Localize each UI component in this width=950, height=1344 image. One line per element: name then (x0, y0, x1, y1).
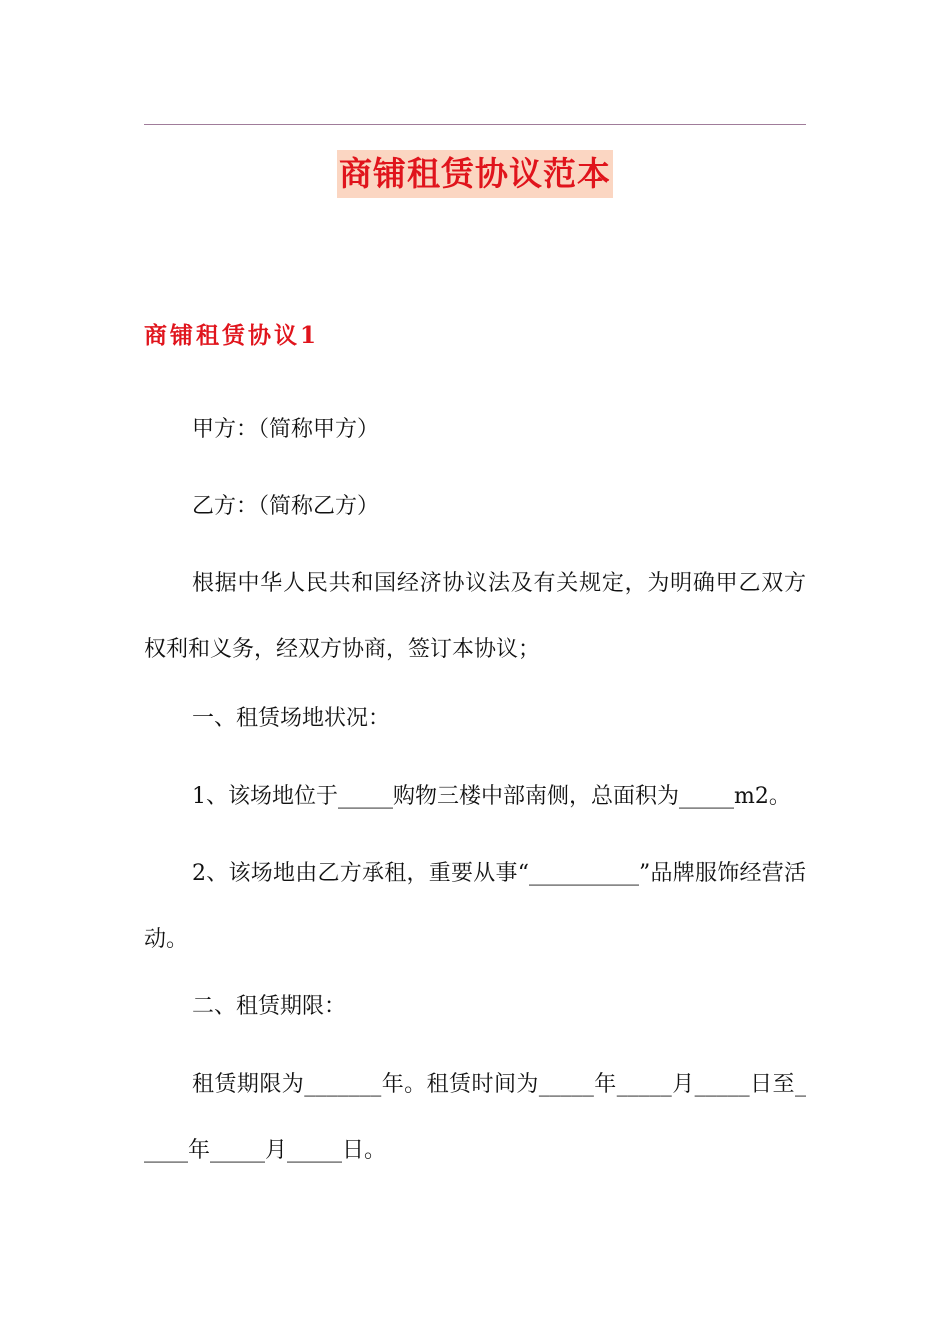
clause-heading-term: 二、租赁期限： (192, 994, 347, 1019)
party-a-line: 甲方：（简称甲方） (192, 417, 380, 442)
lease-term-paragraph: 租赁期限为_______年。租赁时间为_____年_____月_____日至_____年_____月_____日。 (144, 1072, 806, 1163)
header-rule (144, 124, 806, 125)
clause-2-usage: 2、该场地由乙方承租，重要从事“__________”品牌服饰经营活动。 (144, 861, 806, 952)
document-title: 商铺租赁协议范本 (337, 150, 613, 198)
document-title-container (0, 150, 950, 204)
section-heading: 商铺租赁协议1 (144, 322, 320, 349)
preamble-paragraph: 根据中华人民共和国经济协议法及有关规定，为明确甲乙双方权利和义务，经双方协商，签订本协议； (144, 571, 806, 662)
clause-heading-premises: 一、租赁场地状况： (192, 706, 391, 731)
party-b-line: 乙方：（简称乙方） (192, 494, 380, 519)
clause-1-location: 1、该场地位于_____购物三楼中部南侧，总面积为_____m2。 (192, 784, 791, 809)
